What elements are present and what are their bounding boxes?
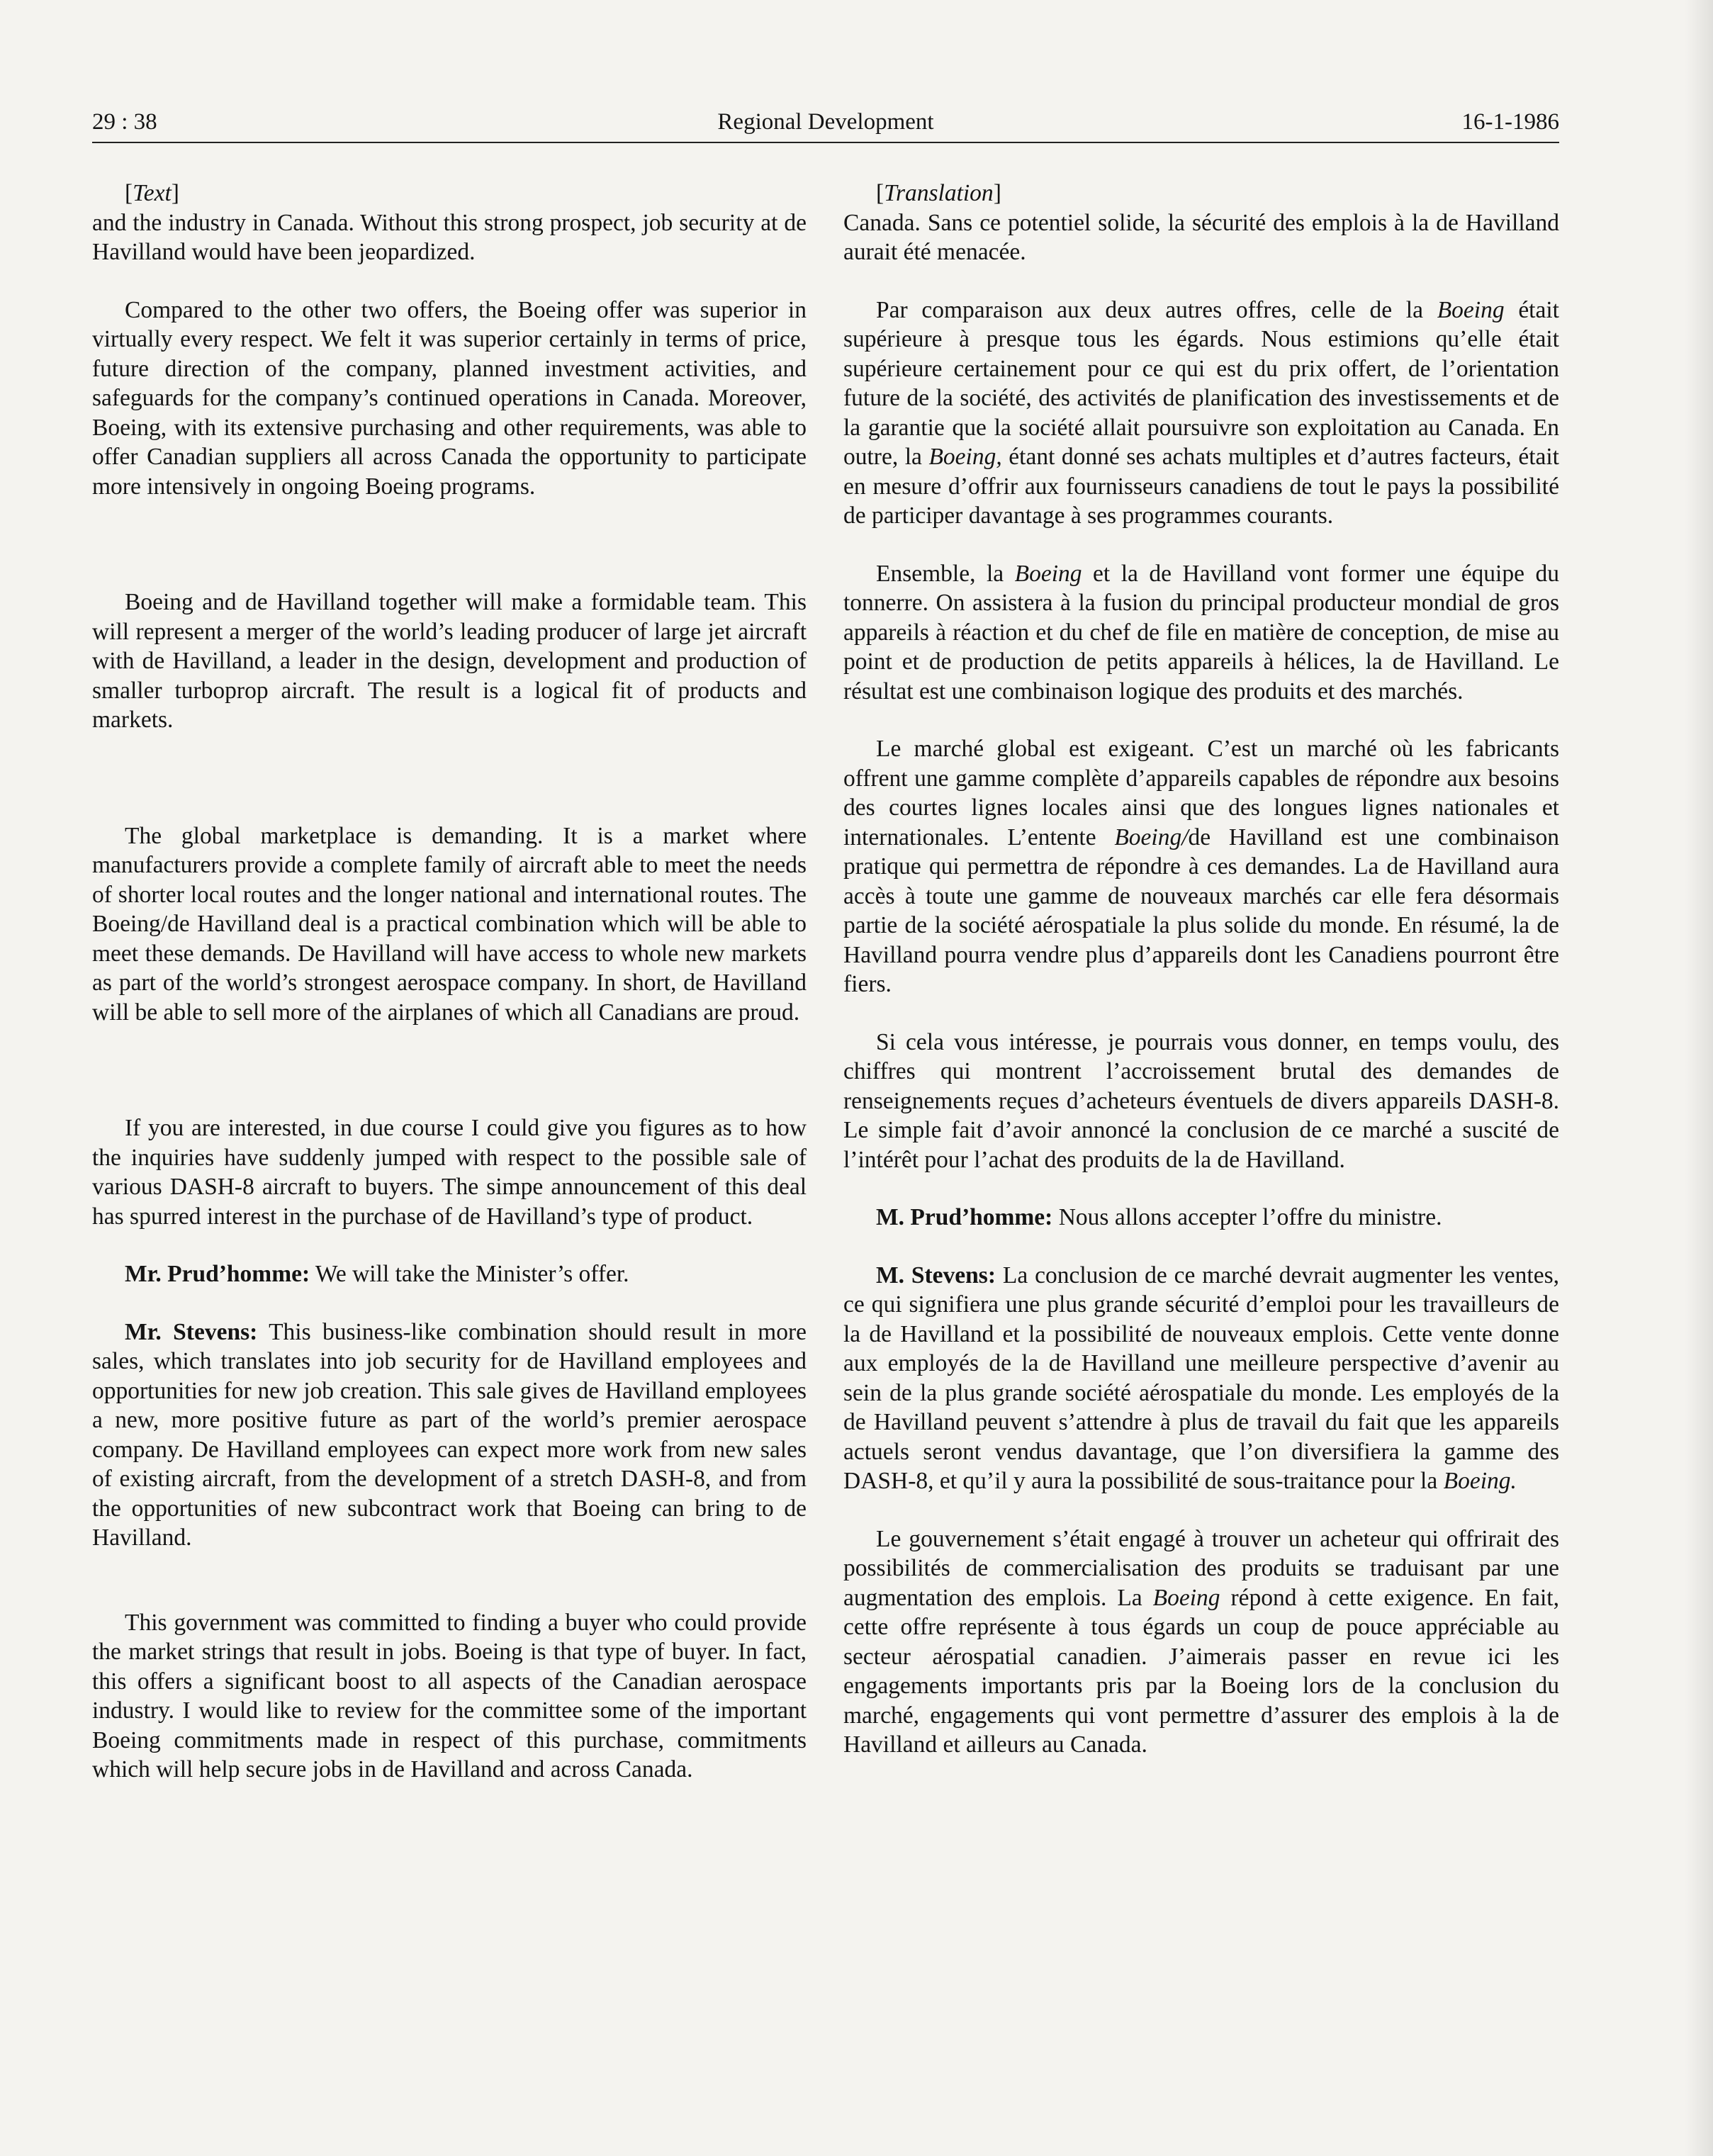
paragraph: This government was committed to finding a buyer who could provide the market strings that result in jobs. Boeing is that type of buyer. In fact, this offers a significant boost to all aspects of the Canadian aerospace industry. I would like to review for the committee some of the important Boeing commitments made in respect of this purchase, commitments which will help secure jobs in de Havilland and across Canada.	[92, 1609, 807, 1782]
page-number: 29 : 38	[92, 109, 157, 135]
header-title: Regional Development	[717, 109, 934, 135]
speaker-paragraph	[843, 1203, 1559, 1233]
english-column	[92, 179, 807, 1785]
text-run: était supérieure à presque tous les égards. Nous estimions qu’elle était supérieure certainement pour ce qui est du prix offert, de l’orientation future de la société, des activités de planification des investissements et de la garantie que la société allait poursuivre son exploitation au Canada. En outre, la	[843, 296, 1559, 470]
speaker-name: M. Stevens:	[876, 1262, 996, 1288]
text-run: de Havilland est une combinaison pratique qui permettra de répondre à ces demandes. La de Havilland aura accès à toute une gamme de nouveaux marchés car elle fera désormais partie de la société aérospatiale la plus solide du monde. En résumé, la de Havilland pourra vendre plus d’appareils dont les Canadiens pourront être fiers.	[843, 824, 1559, 997]
paragraph: If you are interested, in due course I could give you figures as to how the inquiries have suddenly jumped with respect to the possible sale of various DASH-8 aircraft to buyers. The simpe announcement of this deal has spurred interest in the purchase of de Havilland’s type of product.	[92, 1115, 807, 1230]
paragraph: Compared to the other two offers, the Boeing offer was superior in virtually every respect. We felt it was superior certainly in terms of price, future direction of the company, planned investment activities, and safeguards for the company’s continued operations in Canada. Moreover, Boeing, with its extensive purchasing and other requirements, was able to offer Canadian suppliers all across Canada the opportunity to participate more intensively in ongoing Boeing programs.	[92, 296, 807, 500]
paragraph	[843, 734, 1559, 999]
paragraph: Boeing and de Havilland together will make a formidable team. This will represent a merger of the world’s leading producer of large jet aircraft with de Havilland, a leader in the design, development and production of smaller turboprop aircraft. The result is a logical fit of products and markets.	[92, 589, 807, 733]
paragraph: and the industry in Canada. Without this strong prospect, job security at de Havilland would have been jeopardized.	[92, 209, 807, 265]
text-run: et la de Havilland vont former une équipe du tonnerre. On assistera à la fusion du principal producteur mondial de gros appareils à réaction et du chef de file en matière de conception, de mise au point et de production de petits appareils à hélices, la de Havilland. Le résultat est une combinaison logique des produits et des marchés.	[843, 560, 1559, 704]
speech-text: This business-like combination should result in more sales, which translates into job security for de Havilland employees and opportunities for new job creation. This sale gives de Havilland employees a new, more positive future as part of the world’s premier aerospace company. De Havilland employees can expect more work from new sales of existing aircraft, from the development of a stretch DASH-8, and from the opportunities of new subcontract work that Boeing can bring to de Havilland.	[92, 1318, 807, 1551]
text-tag: [Text]	[125, 180, 179, 206]
speech-text: Nous allons accepter l’offre du ministre.	[1052, 1204, 1442, 1230]
page-edge-shadow	[1685, 0, 1713, 2156]
italic-run: Boeing.	[1443, 1468, 1517, 1494]
speaker-paragraph	[92, 1259, 807, 1289]
italic-run: Boeing	[1152, 1584, 1220, 1611]
speaker-name: Mr. Prud’homme:	[125, 1261, 310, 1287]
text-run: Le marché global est exigeant. C’est un marché où les fabricants offrent une gamme complète d’appareils capables de répondre aux besoins des courtes lignes locales ainsi que des longues lignes nationales et internationales. L’entente	[843, 736, 1559, 850]
text-run: Par comparaison aux deux autres offres, celle de la	[876, 296, 1437, 323]
paragraph	[843, 559, 1559, 707]
paragraph: Canada. Sans ce potentiel solide, la sécurité des emplois à la de Havilland aurait été menacée.	[843, 209, 1559, 265]
text-tag-label: Text	[133, 180, 172, 206]
text-run: étant donné ses achats multiples et d’autres facteurs, était en mesure d’offrir aux fournisseurs canadiens de tout le pays la possibilité de participer davantage à ses programmes courants.	[843, 444, 1559, 529]
translation-tag-label: Translation	[884, 180, 994, 206]
speaker-name: Mr. Stevens:	[125, 1318, 258, 1345]
translation-tag: [Translation]	[876, 180, 1001, 206]
italic-run: Boeing	[1014, 560, 1082, 587]
speech-text: La conclusion de ce marché devrait augmenter les ventes, ce qui signifiera une plus grande sécurité d’emploi pour les travailleurs de la de Havilland et la possibilité de nouveaux emplois. Cette vente donne aux employés de la de Havilland une meilleure perspective d’avenir au sein de la plus grande société aérospatiale du monde. Les employés de la de Havilland peuvent s’attendre à plus de travail du fait que les appareils actuels seront vendus davantage, que l’on diversifiera la gamme des DASH-8, et qu’il y aura la possibilité de sous-traitance pour la	[843, 1262, 1559, 1494]
speaker-paragraph	[843, 1261, 1559, 1496]
speaker-name: M. Prud’homme:	[876, 1204, 1053, 1230]
header-date: 16-1-1986	[1461, 109, 1559, 135]
paragraph	[843, 296, 1559, 531]
speech-text: We will take the Minister’s offer.	[310, 1261, 629, 1287]
french-column	[843, 179, 1559, 1760]
paragraph: Si cela vous intéresse, je pourrais vous donner, en temps voulu, des chiffres qui montrent l’accroissement brutal des demandes de renseignements reçues d’acheteurs éventuels de divers appareils DASH-8. Le simple fait d’avoir annoncé la conclusion de ce marché a suscité de l’intérêt pour l’achat des produits de la de Havilland.	[843, 1028, 1559, 1173]
text-run: Le gouvernement s’était engagé à trouver un acheteur qui offrirait des possibilités de commercialisation des produits se traduisant par une augmentation des emplois. La	[843, 1525, 1559, 1611]
text-run: Ensemble, la	[876, 560, 1015, 587]
speaker-paragraph	[92, 1318, 807, 1553]
italic-run: Boeing/	[1114, 824, 1189, 850]
header-rule	[92, 142, 1559, 143]
paragraph	[843, 1525, 1559, 1760]
italic-run: Boeing	[1437, 296, 1505, 323]
italic-run: Boeing,	[928, 444, 1002, 470]
running-header	[92, 106, 1559, 143]
paragraph: The global marketplace is demanding. It is a market where manufacturers provide a complete family of aircraft able to meet the needs of shorter local routes and the longer national and international routes. The Boeing/de Havilland deal is a practical combination which will be able to meet these demands. De Havilland will have access to whole new markets as part of the world’s strongest aerospace company. In short, de Havilland will be able to sell more of the airplanes of which all Canadians are proud.	[92, 822, 807, 1026]
text-run: répond à cette exigence. En fait, cette offre représente à tous égards un coup de pouce appréciable au secteur aérospatial canadien. J’aimerais passer en revue ici les engagements importants pris par la Boeing lors de la conclusion du marché, engagements qui vont permettre d’assurer des emplois à la de Havilland et ailleurs au Canada.	[843, 1584, 1559, 1758]
